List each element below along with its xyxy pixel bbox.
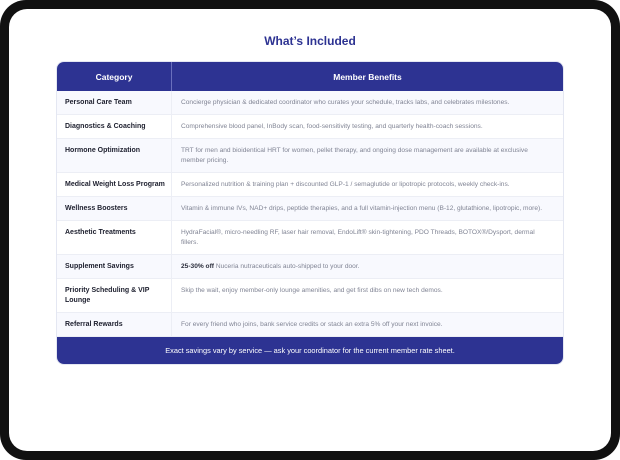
table-row — [57, 221, 563, 255]
row-benefits: 25-30% off Nuceria nutraceuticals auto-shipped to your door. — [181, 263, 360, 270]
row-category: Personal Care Team — [57, 91, 172, 114]
header-category: Category — [57, 62, 172, 91]
page-title: What’s Included — [264, 34, 356, 48]
row-benefits: TRT for men and bioidentical HRT for women, pellet therapy, and ongoing dose management are available at exclusive member pricing. — [181, 147, 528, 164]
table-footer-note: Exact savings vary by service — ask your coordinator for the current member rate sheet. — [57, 337, 563, 364]
row-category: Aesthetic Treatments — [57, 221, 172, 254]
row-category: Priority Scheduling & VIP Lounge — [57, 279, 172, 312]
table-row — [57, 255, 563, 279]
row-category: Medical Weight Loss Program — [57, 173, 172, 196]
row-benefits: Skip the wait, enjoy member-only lounge amenities, and get first dibs on new tech demos. — [181, 287, 443, 294]
table-row — [57, 139, 563, 173]
table-row — [57, 115, 563, 139]
row-benefits: Comprehensive blood panel, InBody scan, food-sensitivity testing, and quarterly health-coach sessions. — [181, 123, 483, 130]
header-benefits: Member Benefits — [333, 71, 402, 82]
table-header — [57, 62, 563, 91]
benefits-table — [56, 61, 564, 365]
table-row — [57, 91, 563, 115]
content-area — [9, 9, 611, 451]
row-category: Wellness Boosters — [57, 197, 172, 220]
table-row — [57, 173, 563, 197]
row-category: Hormone Optimization — [57, 139, 172, 172]
row-benefits: Personalized nutrition & training plan + discounted GLP-1 / semaglutide or lipotropic protocols, weekly check-ins. — [181, 181, 510, 188]
row-category: Referral Rewards — [57, 313, 172, 336]
table-row — [57, 279, 563, 313]
row-benefits: Vitamin & immune IVs, NAD+ drips, peptide therapies, and a full vitamin-injection menu (B-12, glutathione, lipotropic, more). — [181, 205, 543, 212]
row-highlight: 25-30% off — [181, 263, 214, 270]
row-benefits: For every friend who joins, bank service credits or stack an extra 5% off your next invoice. — [181, 321, 443, 328]
row-category: Supplement Savings — [57, 255, 172, 278]
table-row — [57, 313, 563, 337]
row-benefits: HydraFacial®, micro-needling RF, laser hair removal, EndoLift® skin-tightening, PDO Threads, BOTOX®/Dysport, dermal fillers. — [181, 229, 535, 246]
row-benefits: Concierge physician & dedicated coordinator who curates your schedule, tracks labs, and celebrates milestones. — [181, 99, 510, 106]
table-row — [57, 197, 563, 221]
row-category: Diagnostics & Coaching — [57, 115, 172, 138]
